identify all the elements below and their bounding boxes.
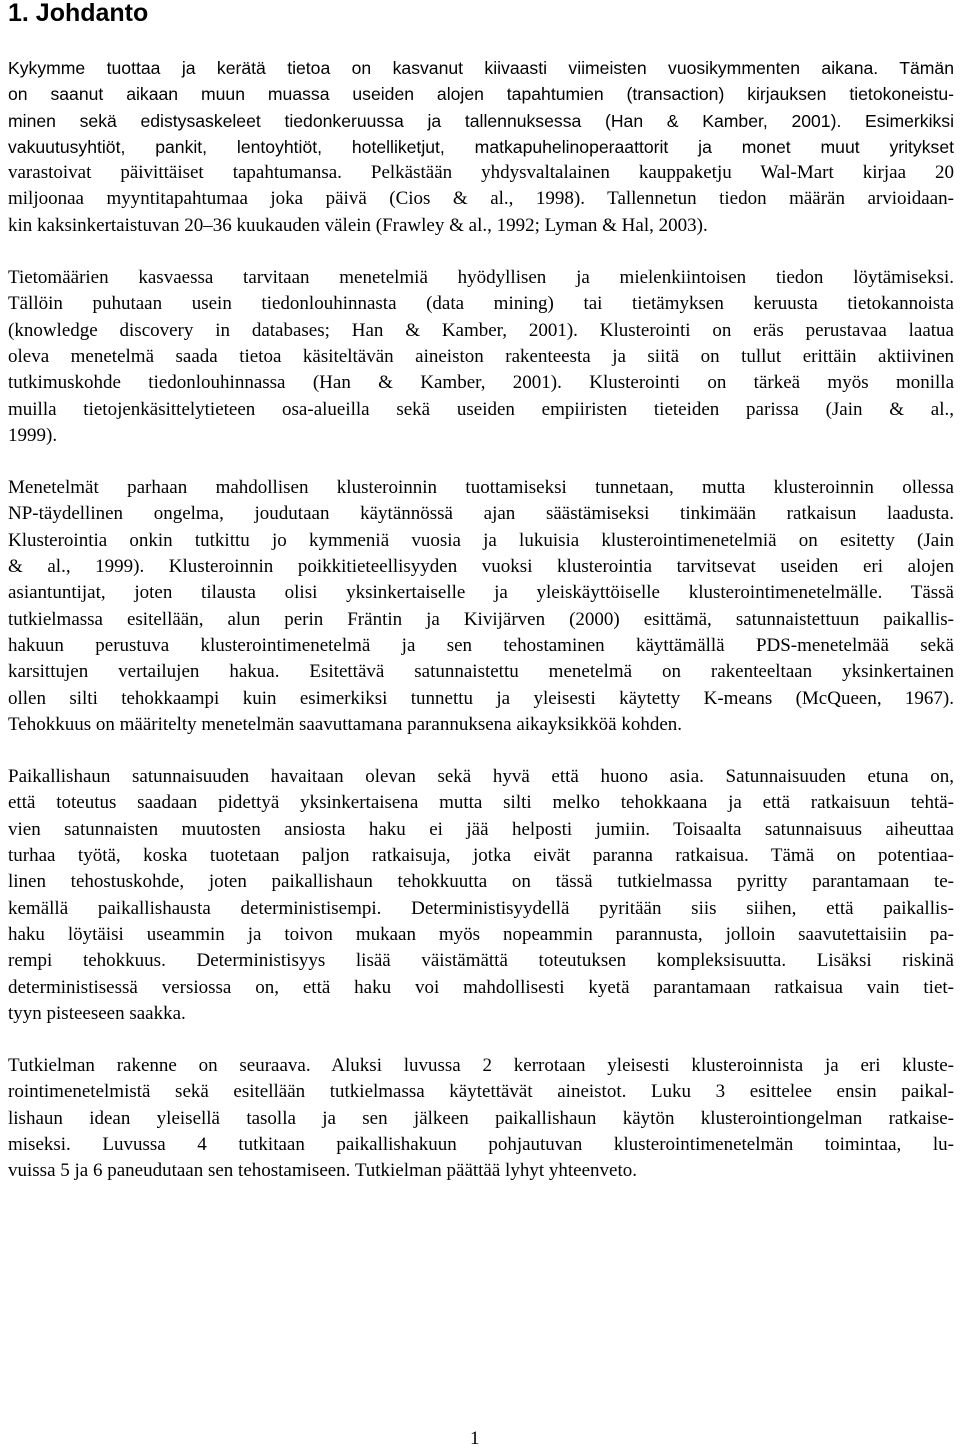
- chapter-heading: 1. Johdanto: [8, 0, 149, 27]
- text-line: tyyn pisteeseen saakka.: [8, 1002, 186, 1024]
- text-line: Tietomäärien kasvaessa tarvitaan menetelmiä hyödyllisen ja mielenkiintoisen tiedon löytämiseksi.: [8, 267, 954, 289]
- text-line: rointimenetelmistä sekä esitellään tutkielmassa käytettävät aineistot. Luku 3 esittelee ensin paikal-: [8, 1081, 954, 1103]
- paragraph: [8, 475, 954, 738]
- text-line: kemällä paikallishausta deterministisempi. Deterministisyydellä pyritään siis siihen, että paikallis-: [8, 897, 954, 919]
- text-line: Paikallishaun satunnaisuuden havaitaan olevan sekä hyvä että huono asia. Satunnaisuuden etuna on,: [8, 766, 954, 788]
- text-line: ollen silti tehokkaampi kuin esimerkiksi tunnettu ja yleisesti käytetty K-means (McQueen, 1967).: [8, 687, 954, 709]
- text-line: karsittujen vertailujen hakua. Esitettävä satunnaistettu menetelmä on rakenteeltaan yksinkertainen: [8, 661, 954, 683]
- text-line: muilla tietojenkäsittelytieteen osa-alueilla sekä useiden empiiristen tieteiden parissa (Jain & al.,: [8, 398, 954, 420]
- text-line: vien satunnaisten muutosten ansiosta haku ei jää helposti jumiin. Toisaalta satunnaisuus aiheuttaa: [8, 818, 954, 840]
- text-line: rempi tehokkuus. Deterministisyys lisää väistämättä toteutuksen kompleksisuutta. Lisäksi riskinä: [8, 950, 954, 972]
- text-line: NP-täydellinen ongelma, joudutaan käytännössä ajan säästämiseksi tinkimään ratkaisun laadusta.: [8, 503, 954, 525]
- text-line: minen sekä edistysaskeleet tiedonkeruussa ja tallennuksessa (Han & Kamber, 2001). Esimerkiksi: [8, 110, 954, 131]
- text-line: on saanut aikaan muun muassa useiden alojen tapahtumien (transaction) kirjauksen tietokoneistu-: [8, 84, 954, 105]
- text-line: Menetelmät parhaan mahdollisen klusteroinnin tuottamiseksi tunnetaan, mutta klusteroinnin ollessa: [8, 477, 954, 499]
- text-line: Klusterointia onkin tutkittu jo kymmeniä vuosia ja lukuisia klusterointimenetelmiä on esitetty (Jain: [8, 529, 954, 551]
- page-number: 1: [470, 1428, 480, 1449]
- paragraph: [8, 265, 954, 449]
- paragraph: [8, 1053, 954, 1184]
- text-line: Kykymme tuottaa ja kerätä tietoa on kasvanut kiivaasti viimeisten vuosikymmenten aikana. Tämän: [8, 58, 954, 78]
- text-line: turhaa työtä, koska tuotetaan paljon ratkaisuja, jotka eivät paranna ratkaisua. Tämä on potentiaa-: [8, 845, 954, 867]
- text-line: vuissa 5 ja 6 paneudutaan sen tehostamiseen. Tutkielman päättää lyhyt yhteenveto.: [8, 1160, 637, 1182]
- text-line: että toteutus saadaan pidettyä yksinkertaisena mutta silti melko tehokkaana ja että ratkaisuun tehtä-: [8, 792, 954, 814]
- text-line: lishaun idean yleisellä tasolla ja sen jälkeen paikallishaun käytön klusterointiongelman ratkaise-: [8, 1107, 954, 1129]
- text-line: tutkielmassa esitellään, alun perin Fräntin ja Kivijärven (2000) esittämä, satunnaistettuun paikallis-: [8, 608, 954, 630]
- text-line: 1999).: [8, 424, 58, 446]
- text-line: haku löytäisi useammin ja toivon mukaan myös nopeammin parannusta, jolloin saavutettaisiin pa-: [8, 923, 954, 945]
- text-line: Tehokkuus on määritelty menetelmän saavuttamana parannuksena aikayksikköä kohden.: [8, 713, 683, 735]
- text-line: miljoonaa myyntitapahtumaa joka päivä (Cios & al., 1998). Tallennetun tiedon määrän arvioidaan-: [8, 188, 954, 210]
- text-line: varastoivat päivittäiset tapahtumansa. Pelkästään yhdysvaltalainen kauppaketju Wal-Mart kirjaa 20: [8, 162, 954, 184]
- text-line: Tutkielman rakenne on seuraava. Aluksi luvussa 2 kerrotaan yleisesti klusteroinnista ja eri kluste-: [8, 1055, 954, 1077]
- text-line: Tällöin puhutaan usein tiedonlouhinnasta (data mining) tai tietämyksen keruusta tietokannoista: [8, 293, 954, 315]
- text-line: (knowledge discovery in databases; Han & Kamber, 2001). Klusterointi on eräs perustavaa laatua: [8, 319, 954, 341]
- text-line: vakuutusyhtiöt, pankit, lentoyhtiöt, hotelliketjut, matkapuhelinoperaattorit ja monet muut yritykset: [8, 136, 954, 157]
- text-line: asiantuntijat, joten tilausta olisi yksinkertaiselle ja yleiskäyttöiselle klusterointimenetelmälle. Tässä: [8, 582, 954, 604]
- paragraph: [8, 764, 954, 1027]
- text-line: tutkimuskohde tiedonlouhinnassa (Han & Kamber, 2001). Klusterointi on tärkeä myös monilla: [8, 372, 954, 394]
- text-line: & al., 1999). Klusteroinnin poikkitieteellisyyden vuoksi klusterointia tarvitsevat useiden eri alojen: [8, 556, 954, 578]
- text-line: oleva menetelmä saada tietoa käsiteltävän aineiston rakenteesta ja siitä on tullut erittäin aktiivinen: [8, 345, 954, 367]
- text-line: miseksi. Luvussa 4 tutkitaan paikallishakuun pohjautuvan klusterointimenetelmän toimintaa, lu-: [8, 1133, 954, 1155]
- text-line: hakuun perustuva klusterointimenetelmä ja sen tehostaminen käyttämällä PDS-menetelmää sekä: [8, 634, 954, 656]
- body-text: [8, 55, 954, 1211]
- text-line: deterministisessä versiossa on, että haku voi mahdollisesti kyetä parantamaan ratkaisua vain tiet-: [8, 976, 954, 998]
- text-line: kin kaksinkertaistuvan 20–36 kuukauden välein (Frawley & al., 1992; Lyman & Hal, 2003).: [8, 214, 708, 236]
- paragraph: [8, 55, 954, 239]
- text-line: linen tehostuskohde, joten paikallishaun tehokkuutta on tässä tutkielmassa pyritty parantamaan te-: [8, 871, 954, 893]
